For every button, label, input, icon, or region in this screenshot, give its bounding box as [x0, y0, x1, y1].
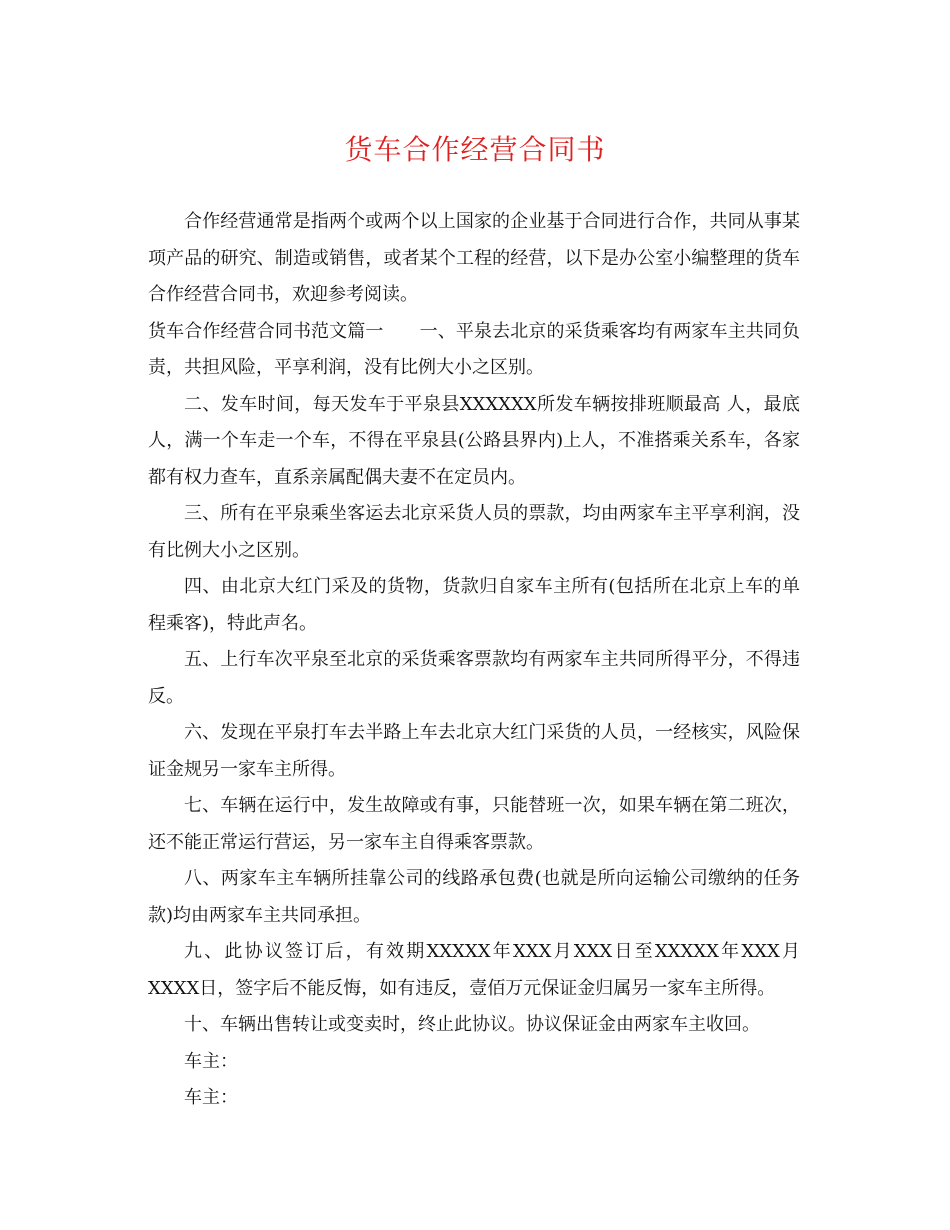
clause-7: 七、车辆在运行中，发生故障或有事，只能替班一次，如果车辆在第二班次，还不能正常运行营运，另一家车主自得乘客票款。	[148, 795, 800, 853]
clause-5: 五、上行车次平泉至北京的采货乘客票款均有两家车主共同所得平分，不得违反。	[148, 649, 800, 707]
signature-line-1: 车主：	[184, 1050, 238, 1072]
clause-4: 四、由北京大红门采及的货物，货款归自家车主所有(包括所在北京上车的单程乘客)，特此声名。	[148, 576, 800, 634]
clause-10: 十、车辆出售转让或变卖时，终止此协议。协议保证金由两家车主收回。	[184, 1014, 760, 1035]
signature-line-2: 车主：	[184, 1087, 238, 1108]
clause-3: 三、所有在平泉乘坐客运去北京采货人员的票款，均由两家车主平享利润，没有比例大小之区别。	[148, 503, 800, 561]
clause-6: 六、发现在平泉打车去半路上车去北京大红门采货的人员，一经核实，风险保证金规另一家车主所得。	[148, 722, 800, 780]
section-paragraph	[148, 314, 800, 387]
section-heading: 货车合作经营合同书范文篇一	[148, 320, 384, 342]
clause-1: 一、平泉去北京的采货乘客均有两家车主共同负责，共担风险，平享利润，没有比例大小之区别。	[148, 320, 800, 378]
clause-2: 二、发车时间，每天发车于平泉县XXXXXX所发车辆按排班顺最高 人，最底 人，满一个车走一个车，不得在平泉县(公路县界内)上人，不准搭乘关系车，各家都有权力查车，直系亲属配偶夫妻不在定员内。	[148, 393, 800, 488]
intro-paragraph: 合作经营通常是指两个或两个以上国家的企业基于合同进行合作，共同从事某项产品的研究、制造或销售，或者某个工程的经营，以下是办公室小编整理的货车合作经营合同书，欢迎参考阅读。	[148, 211, 800, 305]
document-title: 货车合作经营合同书	[344, 133, 606, 166]
clause-8: 八、两家车主车辆所挂靠公司的线路承包费(也就是所向运输公司缴纳的任务款)均由两家车主共同承担。	[148, 868, 800, 926]
clause-9: 九、此协议签订后，有效期XXXXX年XXX月XXX日至XXXXX年XXX月XXXX日，签字后不能反悔，如有违反，壹佰万元保证金归属另一家车主所得。	[148, 941, 800, 999]
document-body	[148, 204, 800, 1117]
